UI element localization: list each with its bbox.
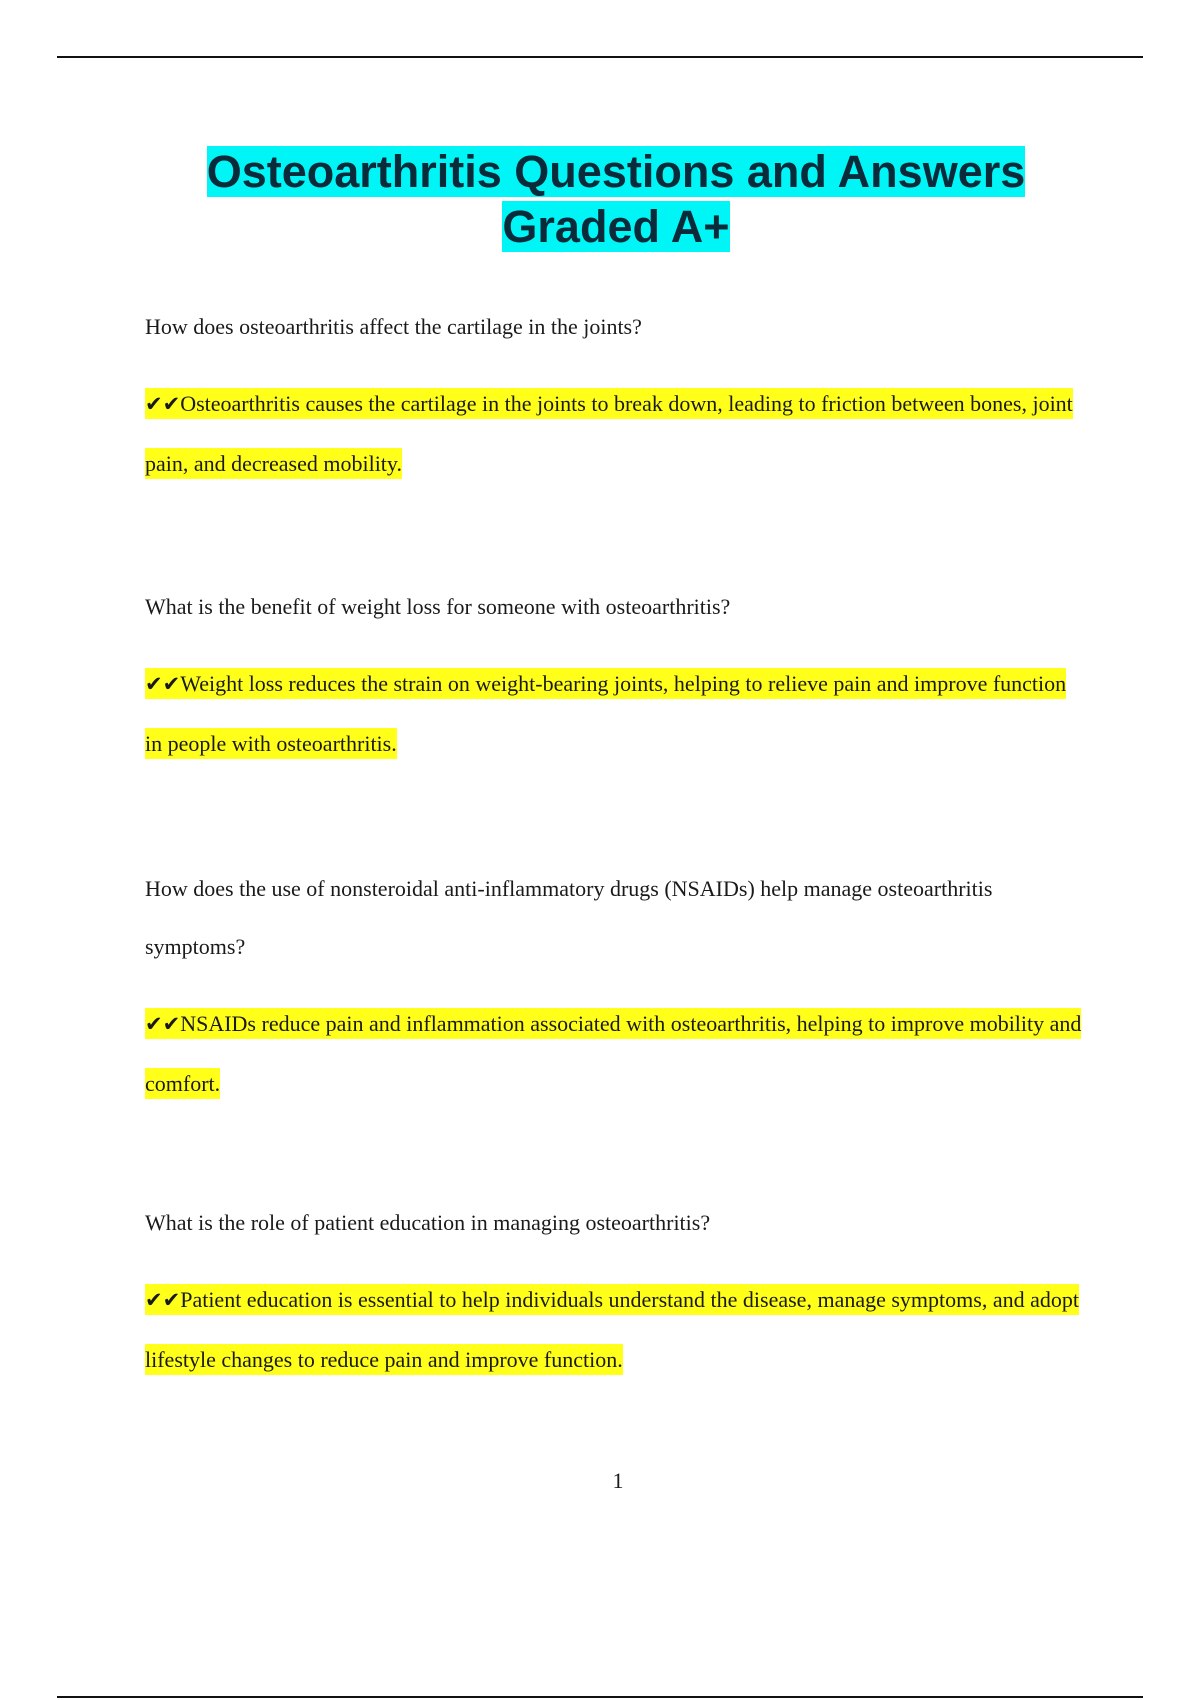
- qa-item-2: [145, 578, 1085, 774]
- answer-block: [145, 1270, 1085, 1390]
- checkmark-icon: ✔✔: [145, 389, 180, 419]
- answer-block: [145, 374, 1085, 494]
- answer-block: [145, 654, 1085, 774]
- checkmark-icon: ✔✔: [145, 1009, 180, 1039]
- qa-item-1: [145, 298, 1085, 494]
- document-title: [0, 144, 1200, 254]
- question-text: What is the role of patient education in managing osteoarthritis?: [145, 1210, 711, 1235]
- page-number: 1: [612, 1468, 624, 1493]
- question-text: How does osteoarthritis affect the cartilage in the joints?: [145, 314, 642, 339]
- qa-item-4: [145, 1194, 1085, 1390]
- checkmark-icon: ✔✔: [145, 669, 180, 699]
- footer-rule: [57, 1696, 1143, 1698]
- question-text: How does the use of nonsteroidal anti-inflammatory drugs (NSAIDs) help manage osteoarthritis symptoms?: [145, 876, 993, 959]
- answer-text: Patient education is essential to help individuals understand the disease, manage symptoms, and adopt lifestyle changes to reduce pain and improve function.: [145, 1284, 1079, 1375]
- title-line-2: Graded A+: [502, 201, 730, 252]
- checkmark-icon: ✔✔: [145, 1285, 180, 1315]
- header-rule: [57, 56, 1143, 58]
- title-line-1: Osteoarthritis Questions and Answers: [206, 146, 1026, 197]
- answer-block: [145, 994, 1085, 1114]
- qa-item-3: [145, 860, 1085, 1114]
- answer-text: NSAIDs reduce pain and inflammation associated with osteoarthritis, helping to improve mobility and comfort.: [145, 1008, 1081, 1099]
- question-text: What is the benefit of weight loss for someone with osteoarthritis?: [145, 594, 731, 619]
- answer-text: Weight loss reduces the strain on weight-bearing joints, helping to relieve pain and improve function in people with osteoarthritis.: [145, 668, 1066, 759]
- answer-text: Osteoarthritis causes the cartilage in the joints to break down, leading to friction between bones, joint pain, and decreased mobility.: [145, 388, 1073, 479]
